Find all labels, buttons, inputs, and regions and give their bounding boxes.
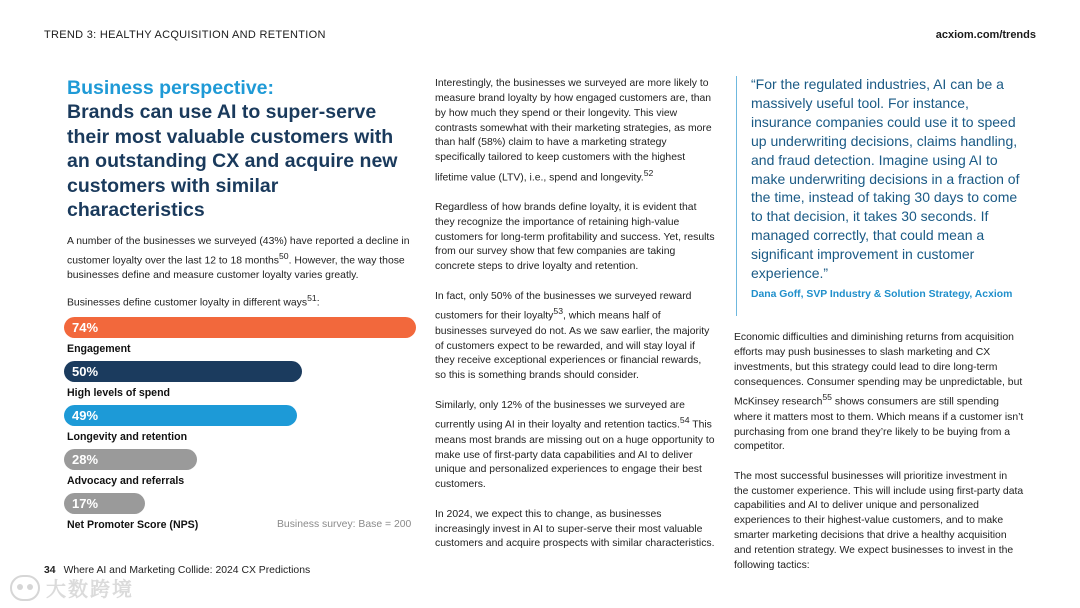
pull-quote: “For the regulated industries, AI can be a massively useful tool. For instance, insurance companies could use it to speed up underwriting decisions, claims handling, and fraud detection. Imagine using AI to make underwriting decisions in a fraction of the time, instead of taking 30 days to come to that decision, it takes 30 seconds. If managed correctly, that could mean a significant improvement in customer experience.” <box>751 76 1020 282</box>
paragraph: Similarly, only 12% of the businesses we surveyed are currently using AI in their loyalty and retention tactics.$^{54}$ This means most brands are missing out on a huge opportunity to make use of first-party data capabilities and AI to deliver unique and personalized experiences to engage their best customers. <box>435 399 715 491</box>
paragraph: The most successful businesses will prioritize investment in the customer experience. This will include using first-party data capabilities and AI to deliver unique and personalized experiences to their highest-value customers, and to make smarter marketing decisions that drive a healthy acquisition and retention strategy. We expect businesses to invest in the following tactics: <box>734 470 1024 571</box>
report-title: Where AI and Marketing Collide: 2024 CX Predictions <box>63 565 311 576</box>
paragraph: Regardless of how brands define loyalty, it is evident that they recognize the importance of retaining high-value customers for long-term profitability and success. Yet, results from our survey show that few companies are taking concrete steps to drive loyalty and retention. <box>435 201 715 273</box>
footnote-ref: 54 <box>679 415 690 426</box>
bar-label-5: Net Promoter Score (NPS) <box>67 519 199 531</box>
right-column <box>734 331 1024 588</box>
site-url[interactable]: acxiom.com/trends <box>935 29 1036 41</box>
page-number: 34 <box>44 565 56 576</box>
intro-paragraph <box>67 234 419 283</box>
bar-5: 17% <box>64 493 145 514</box>
intro-text: A number of the businesses we surveyed (43%) have reported a decline in customer loyalty over the last 12 to 18 months <box>67 236 410 267</box>
watermark <box>10 573 134 602</box>
paragraph: Interestingly, the businesses we surveyed are more likely to measure brand loyalty by how engaged customers are, than by how much they spend or their longevity. This view contrasts somewhat with their marketing strategies, as more than half (58%) claim to have a marketing strategy specifically tailored to keep customers with the highest lifetime value (LTV), i.e., spend and longevity.$^{52}$ <box>435 78 712 184</box>
paragraph: Economic difficulties and diminishing returns from acquisition efforts may push businesses to slash marketing and CX investments, but this strategy could lead to dire long-term consequences. Consumer spending may be unpredictable, but McKinsey research$^{55}$ shows consumers are still spending where it matters most to them. Which means if a customer isn’t purchasing from one brand they’re likely to be buying from a competitor. <box>734 332 1024 453</box>
bar-4: 28% <box>64 449 197 470</box>
bar-1: 74% <box>64 317 416 338</box>
footnote-ref: 53 <box>553 306 564 317</box>
chart-title: Businesses define customer loyalty in different ways$^{51}$: <box>67 293 320 309</box>
intro-text-after: . However, the way those businesses define and measure customer loyalty varies greatly. <box>67 255 405 282</box>
headline-main: Brands can use AI to super-serve their most valuable customers with an outstanding CX and acquire new customers with similar characteristics <box>67 101 398 222</box>
page-headline <box>67 76 417 222</box>
middle-column <box>435 77 715 567</box>
footnote-ref: 50 <box>278 251 289 261</box>
bar-label-2: High levels of spend <box>67 387 171 399</box>
bar-label-4: Advocacy and referrals <box>67 475 185 487</box>
headline-accent: Business perspective: <box>67 77 275 99</box>
watermark-logo-icon <box>10 575 40 601</box>
bar-label-3: Longevity and retention <box>67 431 188 443</box>
bar-2: 50% <box>64 361 302 382</box>
footnote-ref: 55 <box>822 392 832 403</box>
footnote-ref: 51 <box>307 293 317 303</box>
paragraph: In 2024, we expect this to change, as businesses increasingly invest in AI to super-serve their most valuable customers and acquire prospects with similar characteristics. <box>435 508 715 550</box>
chart-note: Business survey: Base = 200 <box>277 519 412 530</box>
watermark-text: 大数跨境 <box>46 579 134 601</box>
bar-3: 49% <box>64 405 297 426</box>
quote-attribution: Dana Goff, SVP Industry & Solution Strategy, Acxiom <box>751 289 1013 300</box>
paragraph: In fact, only 50% of the businesses we surveyed reward customers for their loyalty$^{53}$, which means half of businesses surveyed do not. As we saw earlier, the majority of customers expect to be rewarded, and will stay loyal if they receive exceptional experiences or financial rewards, so this is something brands should consider. <box>435 290 710 382</box>
footnote-ref: 52 <box>643 168 654 179</box>
section-header: TREND 3: HEALTHY ACQUISITION AND RETENTION <box>44 29 326 41</box>
quote-rule <box>736 76 737 316</box>
bar-label-1: Engagement <box>67 343 131 355</box>
